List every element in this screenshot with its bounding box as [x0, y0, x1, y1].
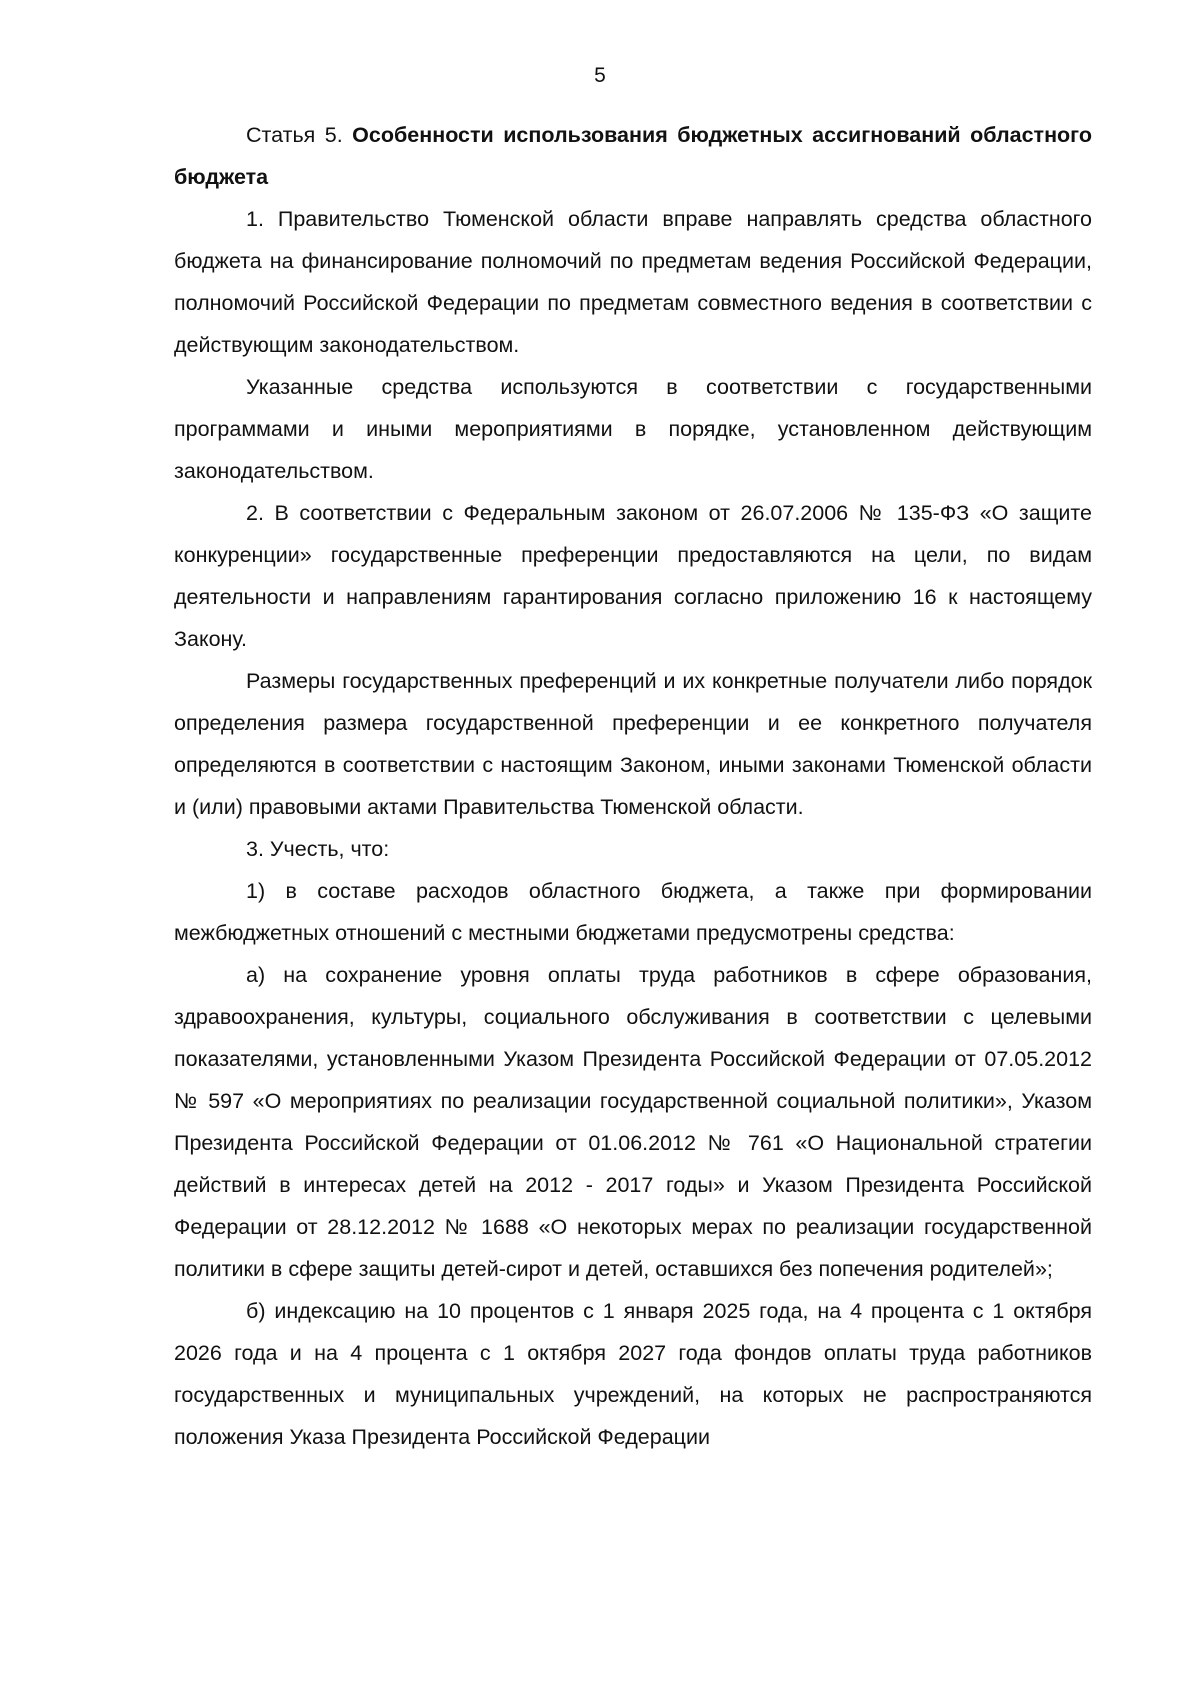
article-label: Статья 5. — [246, 123, 343, 147]
paragraph-8: б) индексацию на 10 процентов с 1 января 2025 года, на 4 процента с 1 октября 2026 года и на 4 процента с 1 октября 2027 года фондов оплаты труда работников государственных и муниципальных учреждений, на которых не распространяются положения Указа Президента Российской Федерации — [174, 1299, 1092, 1449]
paragraph-2: Указанные средства используются в соответствии с государственными программами и иными мероприятиями в порядке, установленном действующим законодательством. — [174, 375, 1092, 483]
paragraph-1: 1. Правительство Тюменской области вправе направлять средства областного бюджета на финансирование полномочий по предметам ведения Российской Федерации, полномочий Российской Федерации по предметам совместного ведения в соответствии с действующим законодательством. — [174, 207, 1092, 357]
paragraph-4: Размеры государственных преференций и их конкретные получатели либо порядок определения размера государственной преференции и ее конкретного получателя определяются в соответствии с настоящим Законом, иными законами Тюменской области и (или) правовыми актами Правительства Тюменской области. — [174, 669, 1092, 819]
paragraph-6: 1) в составе расходов областного бюджета, а также при формировании межбюджетных отношений с местными бюджетами предусмотрены средства: — [174, 879, 1092, 945]
paragraph-5: 3. Учесть, что: — [246, 837, 390, 861]
paragraph-3: 2. В соответствии с Федеральным законом от 26.07.2006 № 135-ФЗ «О защите конкуренции» государственные преференции предоставляются на цели, по видам деятельности и направлениям гарантирования согласно приложению 16 к настоящему Закону. — [174, 501, 1092, 651]
article-title: Особенности использования бюджетных ассигнований областного бюджета — [174, 123, 1092, 189]
document-body — [174, 114, 1092, 1458]
article-heading — [174, 114, 1092, 198]
paragraph-7: а) на сохранение уровня оплаты труда работников в сфере образования, здравоохранения, культуры, социального обслуживания в соответствии с целевыми показателями, установленными Указом Президента Российской Федерации от 07.05.2012 № 597 «О мероприятиях по реализации государственной социальной политики», Указом Президента Российской Федерации от 01.06.2012 № 761 «О Национальной стратегии действий в интересах детей на 2012 - 2017 годы» и Указом Президента Российской Федерации от 28.12.2012 № 1688 «О некоторых мерах по реализации государственной политики в сфере защиты детей-сирот и детей, оставшихся без попечения родителей»; — [174, 963, 1092, 1281]
page-number: 5 — [594, 64, 606, 87]
